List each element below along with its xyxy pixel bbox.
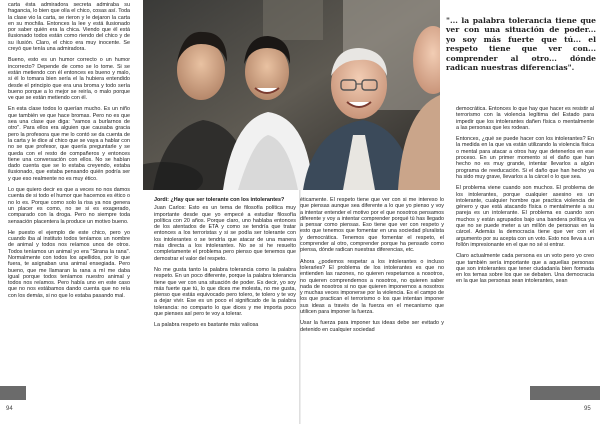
- paragraph: Lo que quiero decir es que a veces no nos damos cuenta de si todo el humor que hacemos es ético o no lo es. Porque como solo la risa ya nos genera un placer es como, no se si es exagerado, comparado con la droga. Pero no siempre toda sensación placentera la produce un motivo bueno.: [8, 187, 130, 225]
- paragraph: carta ésta admiradora secreta admiraba su fragancia, lo bien que olía el chico, cosas así. Toda la clase vio la carta, se rieron y le dejaron la carta en su mochila. Entonces la lee y está ilusionado por saber quién era la chica. Viendo que él está ilusionado todos están como riendo del chico y de su ilusión. Claro, el chico era muy inocente. Se creyó que tenía una admiradora.: [8, 2, 130, 53]
- right-column-2: [456, 106, 594, 290]
- paragraph: He puesto el ejemplo de este chico, pero yo cuando iba al instituto todos teníamos un nombre de animal y todos nos reíamos unos de otros. Todos teníamos un animal yo era "Sirana la rana". Normalmente con todos los apellidos, por lo que fuera, te asignaban una animal ensegiada. Pero bueno, que me llamaran la rana a mí me daba igual porque todos teníamos nuestro animal y todos nos reíamos. Pero había uno en este caso que no nos estábamos dando cuenta que no reía con los demás, si no que lo estaba pasando mal.: [8, 229, 130, 299]
- paragraph: No me gusta tanto la palabra tolerancia como la palabra respeto. En un poco diferente, porque la palabra tolerancia tiene que ver con una situación de poder. Es decir, yo soy más fuerte que tú, lo que dices me molesta, no me gusta, pienso que estás equivocado pero tolero, te tolero y te voy a dejar vivir. Ese es un poco el significado de la palabra tolerancia: no comparto lo que dices y me importa poco que pienses así pero te voy a tolerar.: [154, 266, 296, 318]
- pull-quote: "... la palabra tolerancia tiene que ver con una situación de poder... yo soy más fuerte que tú... el respeto tiene que ver con... comprender al otro... dónde radican nuestras diferencias".: [446, 16, 596, 73]
- paragraph: Entonces, ¿qué se puede hacer con los intolerantes? En la medida en la que va están utilizando la violencia física o mental para atacar a otros hay que detenerlos en ese proceso. En un primer momento si el daño que han hecho no es muy grande, intentar llevarlos a algún programa de reeducación. Si el daño que han hecho ya ha sido muy grave, llevarlos a la cárcel o lo que sea.: [456, 136, 594, 180]
- right-column-1: [300, 197, 444, 338]
- paragraph: En esta clase todos lo querían mucho. Es un niño que también ve que hace bromas. Pero no es que sea una clase que diga: "vamos a burlarnos de otro". Para ellos era alguien que causaba gracia pero la profesora que me lo contó se da cuenta de la carta y le dice al chico que se vaya a hablar con no se que profesor, que quería preguntarle y se queda con el resto de compañeros y entonces tiene una conversación con ellos. No se habían dado cuenta que se lo estaba creyendo, estaba ilusionado, que estaba pensando quién podría ser y que eso realmente no es muy ético.: [8, 106, 130, 182]
- left-column-2: [154, 197, 296, 334]
- paragraph: democrática. Entonces lo que hay que hacer es resistir al terrorismo con la violencia legítima del Estado para impedir que los intolerantes dañen física o mentalmente a las personas que les rodean.: [456, 106, 594, 131]
- paragraph: éticamente. El respeto tiene que ver con si me intereso lo que piensas aunque sea diferente a lo que yo pienso y voy a intentar entender el motivo por el que nosotros pensamos diferente y voy a intentar comprender porqué tú has llegado a pensar como piensas. Eso tiene que ver con respeto y esto que tenemos que fomentar en una sociedad pluralista y democrática. Tenemos que fomentar el respeto, el comprender al otro, comprender porque ha pensado como piensa, dónde radican nuestras diferencias, etc.: [300, 197, 444, 254]
- interview-question: Jordi: ¿Hay que ser tolerante con los intolerantes?: [154, 197, 285, 203]
- group-photo-icon: [143, 0, 440, 190]
- paragraph: Bueno, esto es un humor correcto o un humor incorrecto? Depende de como se lo tome. Si se están metiendo con él entonces es bueno y malo, si él lo tomara bien sería el la hubiera entendido desde el principio que era una broma y todo sería bueno porque a lo mejor se reiría, o malo porque ve que se están metiendo con él.: [8, 57, 130, 102]
- paragraph: El problema viene cuando son muchos. El problema de los intolerantes, porque cualquier asesino es un intolerante, cualquier hombre que practica violencia de género y que está atacando física o mentalmente a su pareja es un intolerante. El problema es cuando son muchos y están agrupados bajo una bandera política ya que no se puede meter a un millón de personas en la cárcel. Además la democracia tiene que ver con el argumento por su acepta con un voto. Esto nos lleva a un follón impresionante en el que no sé si entrar.: [456, 185, 594, 248]
- interview-answer: Juan Carlos: Esto es un tema de filosofía política muy importante desde que yo empecé a estudiar filosofía política con 20 años. Porque claro, uno hablaba entonces de los atentados de ETA y como se tendría que tratar entonces a los terroristas y si se podía ser tolerante con los intolerantes o se tendría que atacar de una manera más directa a los intolerantes. No se si he resuelto completamente el problema pero pienso que tenemos que demostrar el valor del respeto.: [154, 205, 296, 262]
- paragraph: Usar la fuerza para imponer tus ideas debe ser evitado y detenido en cualquier sociedad: [300, 320, 444, 333]
- left-column-1: [8, 2, 130, 304]
- paragraph: La palabra respeto es bastante más valiosa: [154, 322, 259, 329]
- footer-bar-left: [0, 386, 26, 400]
- interview-photo: [143, 0, 440, 190]
- page-number-left: 94: [6, 406, 13, 412]
- footer-bar-right: [530, 386, 600, 400]
- paragraph: Ahora ¿podemos respetar a los intolerantes o incluso tolerarles? El problema de los intolerantes es que no entienden las razones, no quieren respetarnos a nosotros, no quieren comprendernos a nosotros, no quieren saber nada de nosotros si no que quieren imponernos a nosotros y muchas veces imponerse por la violencia. Es el campo de los que practican el terrorismo o los que intentan imponer sus ideas a través de la fuerza en el mecanismo que utilicen para imponer la fuerza.: [300, 258, 444, 316]
- page-number-right: 95: [584, 406, 591, 412]
- paragraph: Claro actualmente cada persona es un voto pero yo creo que también sería importante que a aquellas personas que son intolerantes que tener ciudadanía bien formada en los temas sobre los que se debaten. Una democracia en la que las personas sean intolerantes, sean: [456, 253, 594, 285]
